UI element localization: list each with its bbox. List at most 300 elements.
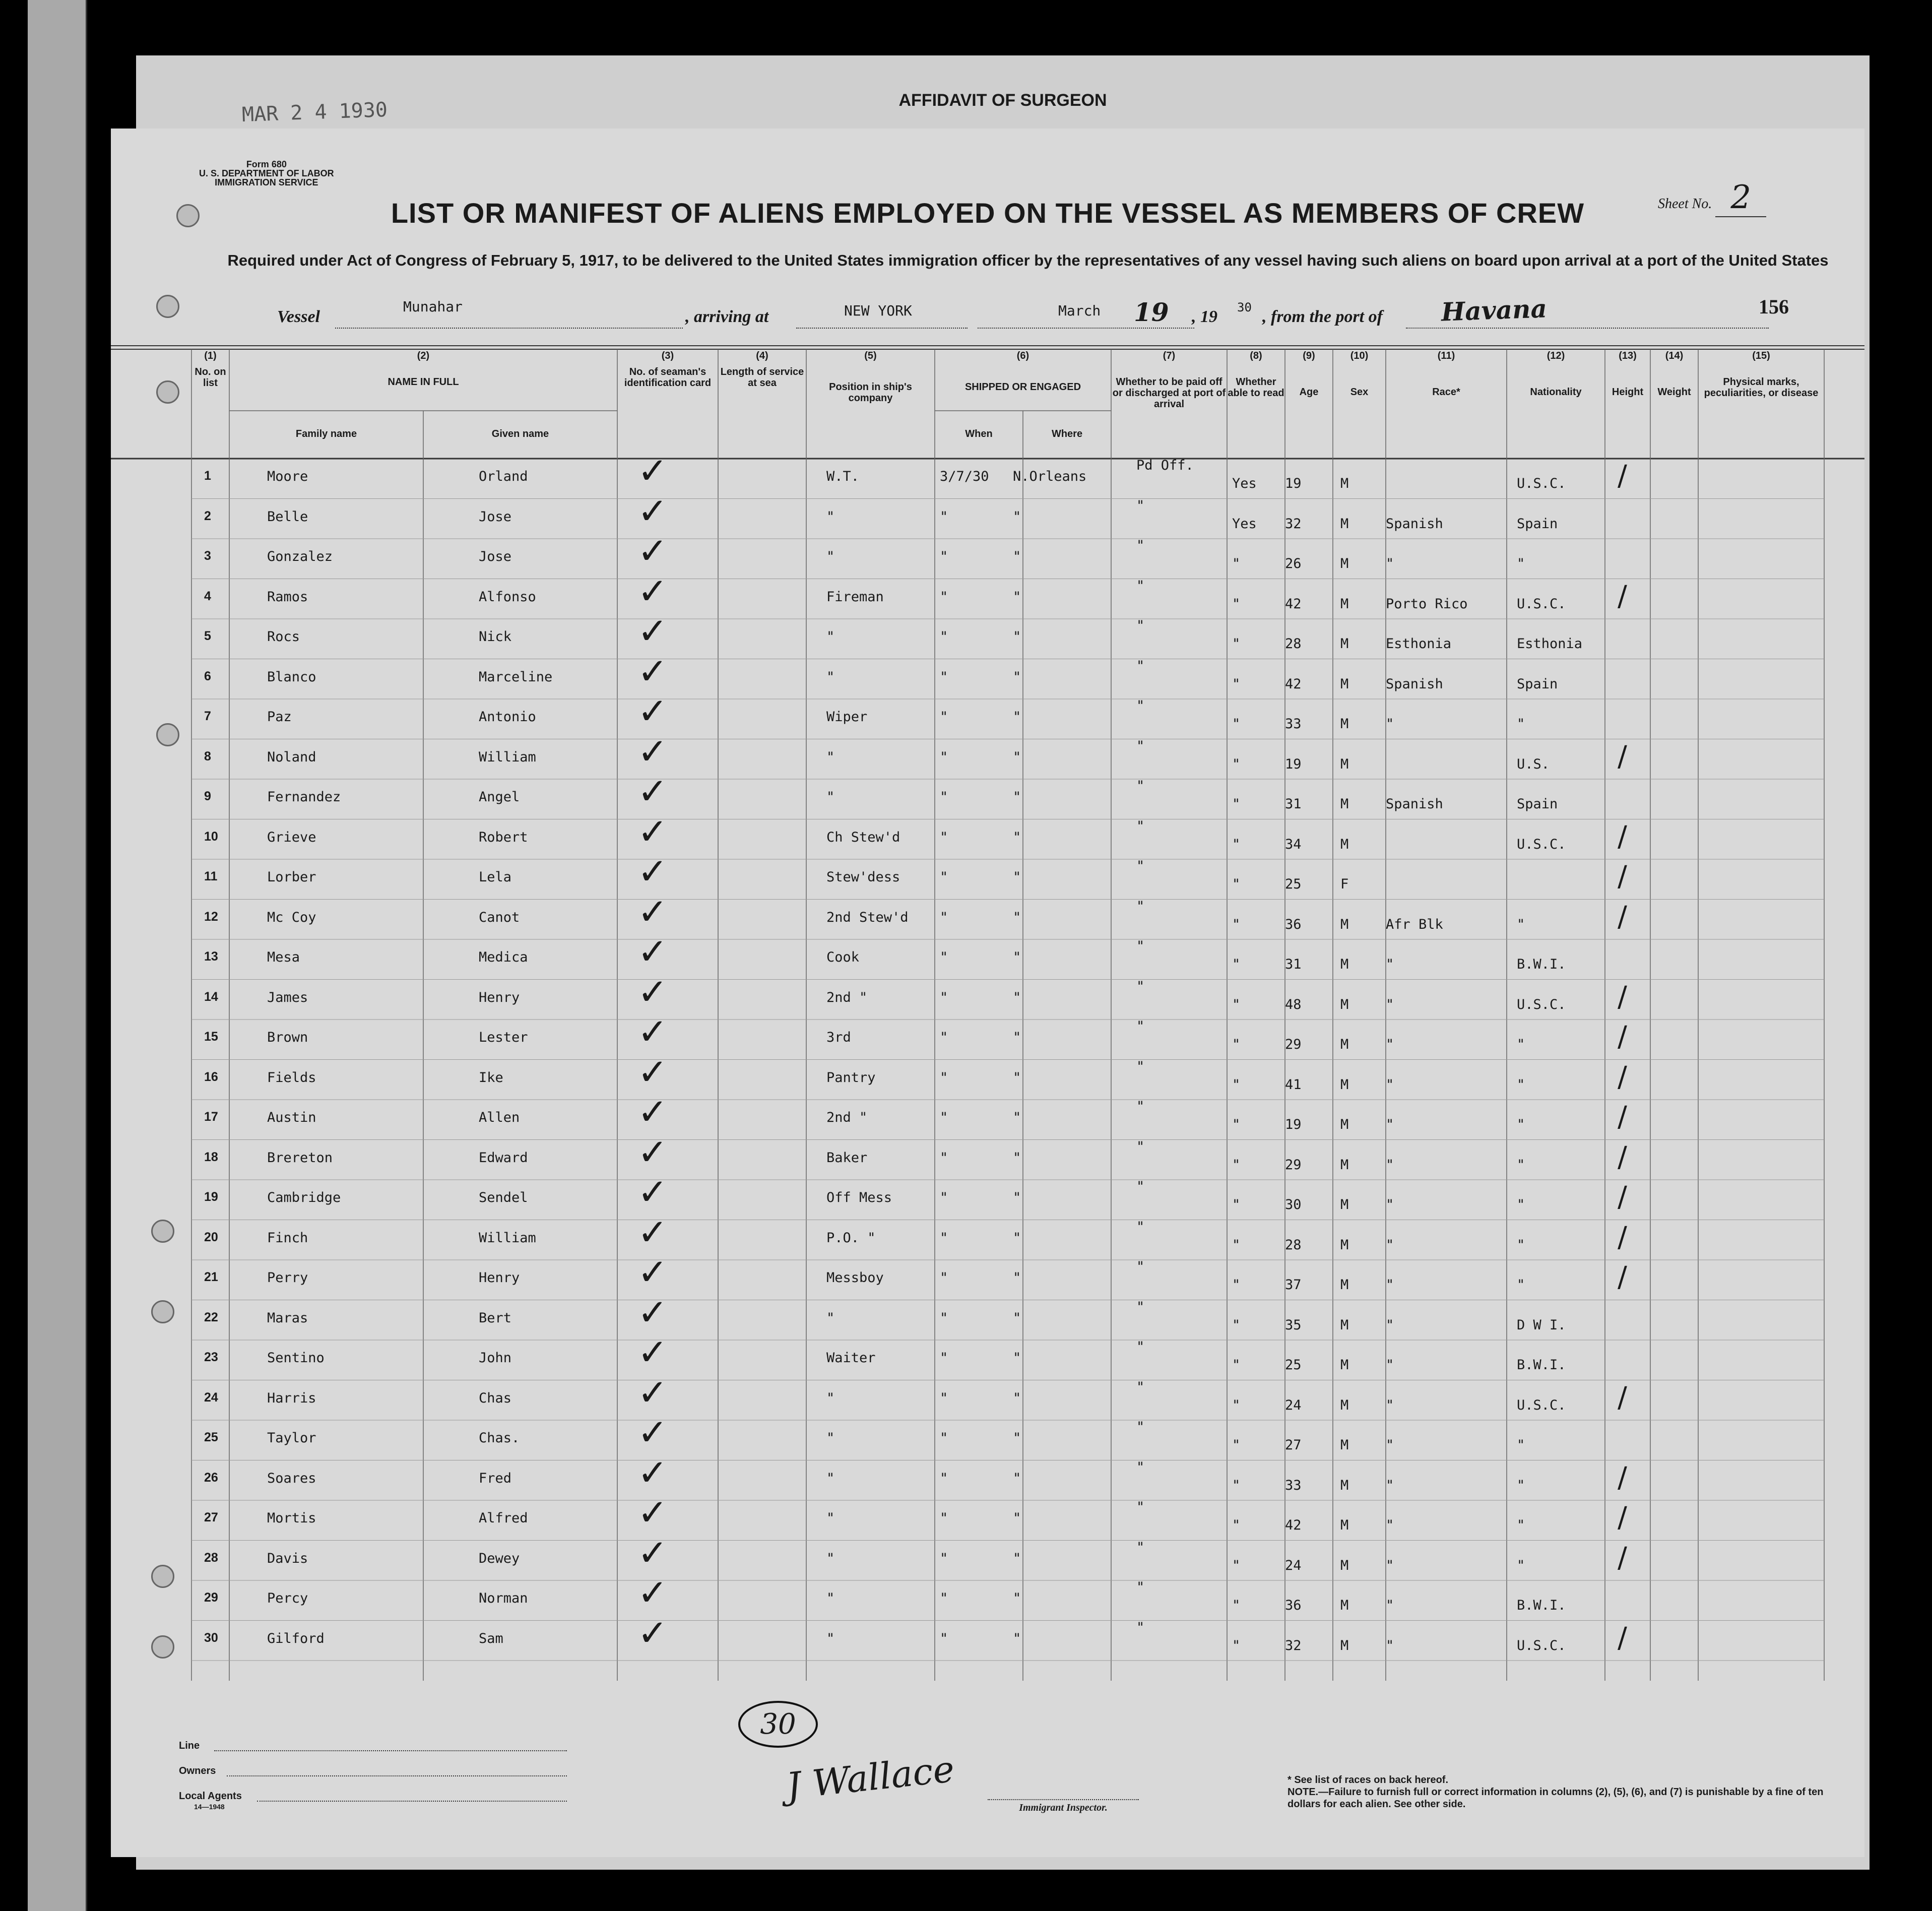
form-number: Form 680 — [246, 159, 287, 169]
header-col-6: (6) SHIPPED OR ENGAGED — [964, 350, 1081, 393]
able-to-read: " — [1232, 1277, 1241, 1293]
nationality: " — [1517, 1557, 1525, 1573]
shipped-where: N.Orleans — [1013, 469, 1087, 484]
nationality-tick: / — [1618, 580, 1627, 613]
given-name: William — [479, 749, 536, 765]
nationality-tick: / — [1618, 1261, 1627, 1294]
shipped-where: " — [1013, 1270, 1021, 1286]
paid-off: " — [1136, 1259, 1145, 1275]
age: 28 — [1285, 1237, 1302, 1253]
shipped-where: " — [1013, 508, 1021, 525]
sex: M — [1340, 796, 1349, 812]
shipped-when: " — [940, 1430, 948, 1446]
shipped-when: " — [940, 589, 948, 605]
shipped-when: " — [940, 829, 948, 845]
header-family-name: Family name — [295, 428, 357, 439]
id-card-check: ✓ — [637, 1091, 668, 1133]
age: 26 — [1285, 556, 1302, 571]
nationality: " — [1517, 1037, 1525, 1052]
year-prefix: , 19 — [1192, 307, 1217, 326]
race: Spanish — [1386, 676, 1443, 692]
header-col-10: (10) Sex — [1350, 350, 1369, 398]
nationality-tick: / — [1618, 980, 1627, 1013]
nationality: Esthonia — [1517, 636, 1583, 652]
family-name: Soares — [267, 1470, 316, 1486]
able-to-read: " — [1232, 1117, 1241, 1132]
shipped-where: " — [1013, 749, 1021, 765]
nationality: " — [1517, 1076, 1525, 1093]
family-name: Belle — [267, 508, 308, 525]
row-number: 7 — [204, 709, 211, 723]
shipped-when: " — [940, 1230, 948, 1246]
position: " — [826, 508, 835, 525]
row-number: 21 — [204, 1270, 218, 1284]
sex: M — [1340, 756, 1349, 772]
able-to-read: " — [1232, 676, 1241, 692]
penalty-note: NOTE.—Failure to furnish full or correct information in columns (2), (5), (6), and (7) is punishable by a fine of ten dollars for each alien. See other side. — [1287, 1787, 1824, 1810]
race: Spanish — [1386, 796, 1443, 812]
nationality: B.W.I. — [1517, 957, 1566, 972]
header-col-9: (9) Age — [1299, 350, 1319, 398]
race: " — [1386, 957, 1394, 972]
family-name: James — [267, 989, 308, 1005]
able-to-read: " — [1232, 1517, 1241, 1533]
family-name: Mc Coy — [267, 909, 316, 925]
nationality-tick: / — [1618, 460, 1627, 492]
id-card-check: ✓ — [637, 1571, 668, 1614]
id-card-check: ✓ — [637, 530, 668, 572]
given-name: Lester — [479, 1030, 528, 1045]
nationality: U.S.C. — [1517, 476, 1566, 491]
position: " — [826, 1310, 835, 1326]
given-name: Orland — [479, 469, 528, 484]
able-to-read: " — [1232, 1157, 1241, 1173]
row-number: 23 — [204, 1350, 218, 1364]
header-given-name: Given name — [491, 428, 549, 439]
from-port-underline — [1406, 328, 1769, 329]
nationality-tick: / — [1618, 1461, 1627, 1494]
given-name: Chas — [479, 1390, 512, 1406]
shipped-when: " — [940, 1350, 948, 1366]
sex: M — [1340, 1076, 1349, 1093]
nationality: U.S.C. — [1517, 1637, 1566, 1653]
shipped-when: " — [940, 508, 948, 525]
arrival-month: March — [1058, 302, 1101, 319]
age: 31 — [1285, 796, 1302, 812]
nationality: D W I. — [1517, 1317, 1566, 1333]
nationality-tick: / — [1618, 1621, 1627, 1654]
able-to-read: " — [1232, 1437, 1241, 1453]
shipped-where: " — [1013, 1590, 1021, 1606]
paid-off: " — [1136, 1099, 1145, 1114]
shipped-where: " — [1013, 909, 1021, 925]
able-to-read: " — [1232, 1557, 1241, 1573]
id-card-check: ✓ — [637, 1531, 668, 1574]
id-card-check: ✓ — [637, 810, 668, 853]
shipped-when: " — [940, 1470, 948, 1486]
race: " — [1386, 1397, 1394, 1413]
position: " — [826, 549, 835, 564]
header-col-1: (1) No. on list — [195, 350, 226, 389]
id-card-check: ✓ — [637, 1611, 668, 1654]
shipped-when: " — [940, 709, 948, 725]
shipped-where: " — [1013, 709, 1021, 725]
race: " — [1386, 1357, 1394, 1373]
position: 2nd " — [826, 1110, 868, 1125]
paid-off: " — [1136, 1339, 1145, 1355]
sex: M — [1340, 1598, 1349, 1613]
punch-hole — [156, 295, 179, 318]
shipped-where: " — [1013, 1390, 1021, 1406]
family-name: Davis — [267, 1550, 308, 1566]
row-number: 9 — [204, 789, 211, 803]
given-name: Sam — [479, 1630, 503, 1646]
shipped-when: " — [940, 949, 948, 965]
paid-off: Pd Off. — [1136, 458, 1194, 473]
shipped-when: " — [940, 1550, 948, 1566]
age: 37 — [1285, 1277, 1302, 1293]
row-number: 28 — [204, 1550, 218, 1565]
given-name: Henry — [479, 989, 520, 1005]
nationality: " — [1517, 1117, 1525, 1132]
row-number: 1 — [204, 469, 211, 483]
family-name: Sentino — [267, 1350, 325, 1366]
vessel-label: Vessel — [277, 307, 320, 326]
position: " — [826, 629, 835, 645]
given-name: Jose — [479, 549, 512, 564]
shipped-when: 3/7/30 — [940, 469, 989, 484]
row-number: 29 — [204, 1590, 218, 1605]
nationality: " — [1517, 1157, 1525, 1173]
position: Stew'dess — [826, 869, 900, 885]
given-name: Henry — [479, 1270, 520, 1286]
nationality: " — [1517, 916, 1525, 932]
position: " — [826, 1590, 835, 1606]
nationality: " — [1517, 1437, 1525, 1453]
race: Spanish — [1386, 516, 1443, 532]
shipped-when: " — [940, 909, 948, 925]
given-name: Bert — [479, 1310, 512, 1326]
shipped-when: " — [940, 549, 948, 564]
inspector-signature: J Wallace — [784, 1747, 956, 1808]
given-name: Alfred — [479, 1510, 528, 1526]
id-card-check: ✓ — [637, 1010, 668, 1053]
paid-off: " — [1136, 978, 1145, 994]
paid-off: " — [1136, 1379, 1145, 1395]
row-number: 20 — [204, 1230, 218, 1244]
sex: F — [1340, 876, 1349, 892]
race: " — [1386, 1317, 1394, 1333]
inspector-label: Immigrant Inspector. — [988, 1799, 1139, 1814]
sex: M — [1340, 957, 1349, 972]
shipped-when: " — [940, 1150, 948, 1166]
family-name: Blanco — [267, 669, 316, 685]
paid-off: " — [1136, 818, 1145, 834]
arrival-port: NEW YORK — [844, 302, 912, 319]
sex: M — [1340, 1517, 1349, 1533]
race: " — [1386, 716, 1394, 732]
shipped-when: " — [940, 1310, 948, 1326]
vessel-underline — [335, 328, 683, 329]
sex: M — [1340, 1317, 1349, 1333]
id-card-check: ✓ — [637, 450, 668, 492]
footnotes — [1287, 1774, 1842, 1810]
shipped-where: " — [1013, 949, 1021, 965]
shipped-where: " — [1013, 1030, 1021, 1045]
family-name: Paz — [267, 709, 292, 725]
row-number: 11 — [204, 869, 218, 883]
paid-off: " — [1136, 1459, 1145, 1475]
nationality-tick: / — [1618, 820, 1627, 853]
nationality-tick: / — [1618, 1060, 1627, 1094]
row-number: 10 — [204, 829, 218, 844]
id-card-check: ✓ — [637, 1491, 668, 1534]
header-col-12: (12) Nationality — [1530, 350, 1582, 398]
shipped-when: " — [940, 1030, 948, 1045]
shipped-where: " — [1013, 629, 1021, 645]
position: Ch Stew'd — [826, 829, 900, 845]
family-name: Perry — [267, 1270, 308, 1286]
age: 33 — [1285, 1477, 1302, 1493]
from-port-label: , from the port of — [1262, 307, 1383, 326]
arrival-date-stamp: MAR 2 4 1930 — [241, 98, 388, 127]
sex: M — [1340, 1477, 1349, 1493]
header-col-15: (15) Physical marks, peculiarities, or disease — [1704, 350, 1819, 399]
age: 19 — [1285, 1117, 1302, 1132]
position: Messboy — [826, 1270, 884, 1286]
race: " — [1386, 1197, 1394, 1213]
shipped-where: " — [1013, 669, 1021, 685]
sex: M — [1340, 516, 1349, 532]
id-card-check: ✓ — [637, 1291, 668, 1333]
given-name: Norman — [479, 1590, 528, 1606]
shipped-when: " — [940, 989, 948, 1005]
nationality-tick: / — [1618, 1381, 1627, 1414]
local-agents-label: Local Agents — [179, 1791, 242, 1802]
position: Off Mess — [826, 1190, 892, 1205]
header-col-11: (11) Race* — [1432, 350, 1460, 398]
shipped-when: " — [940, 629, 948, 645]
paid-off: " — [1136, 1219, 1145, 1235]
sex: M — [1340, 996, 1349, 1012]
age: 29 — [1285, 1037, 1302, 1052]
shipped-where: " — [1013, 869, 1021, 885]
age: 25 — [1285, 876, 1302, 892]
department-name: U. S. DEPARTMENT OF LABOR — [199, 168, 334, 178]
shipped-where: " — [1013, 1110, 1021, 1125]
shipped-where: " — [1013, 1510, 1021, 1526]
given-name: Fred — [479, 1470, 512, 1486]
family-name: Maras — [267, 1310, 308, 1326]
age: 41 — [1285, 1076, 1302, 1093]
footer — [111, 1696, 1864, 1847]
position: 2nd Stew'd — [826, 909, 909, 925]
able-to-read: " — [1232, 1237, 1241, 1253]
nationality-tick: / — [1618, 1501, 1627, 1534]
shipped-where: " — [1013, 989, 1021, 1005]
family-name: Austin — [267, 1110, 316, 1125]
given-name: Jose — [479, 508, 512, 525]
binder-edge — [28, 0, 87, 1911]
nationality: U.S.C. — [1517, 1397, 1566, 1413]
paid-off: " — [1136, 1419, 1145, 1435]
paid-off: " — [1136, 1018, 1145, 1034]
nationality: " — [1517, 1197, 1525, 1213]
able-to-read: " — [1232, 1598, 1241, 1613]
shipped-when: " — [940, 1110, 948, 1125]
able-to-read: " — [1232, 596, 1241, 612]
race: " — [1386, 1517, 1394, 1533]
race: " — [1386, 1598, 1394, 1613]
able-to-read: " — [1232, 957, 1241, 972]
given-name: Lela — [479, 869, 512, 885]
id-card-check: ✓ — [637, 770, 668, 812]
race: " — [1386, 1076, 1394, 1093]
age: 28 — [1285, 636, 1302, 652]
row-number: 25 — [204, 1430, 218, 1444]
sex: M — [1340, 916, 1349, 932]
position: 2nd " — [826, 989, 868, 1005]
row-number: 6 — [204, 669, 211, 683]
from-port: Havana — [1441, 293, 1548, 327]
id-card-check: ✓ — [637, 610, 668, 652]
header-col-3: (3) No. of seaman's identification card — [624, 350, 712, 389]
row-number: 3 — [204, 549, 211, 563]
shipped-when: " — [940, 1510, 948, 1526]
shipped-when: " — [940, 1190, 948, 1205]
arrival-day: 19 — [1134, 297, 1169, 327]
arriving-label: , arriving at — [685, 307, 769, 326]
age: 32 — [1285, 516, 1302, 532]
id-card-check: ✓ — [637, 1411, 668, 1453]
sex: M — [1340, 1397, 1349, 1413]
family-name: Mesa — [267, 949, 300, 965]
family-name: Gilford — [267, 1630, 325, 1646]
back-sheet-header: AFFIDAVIT OF SURGEON — [898, 91, 1107, 110]
id-card-check: ✓ — [637, 489, 668, 532]
row-number: 14 — [204, 989, 218, 1004]
row-number: 17 — [204, 1110, 218, 1124]
age: 32 — [1285, 1637, 1302, 1653]
sex: M — [1340, 1277, 1349, 1293]
row-number: 16 — [204, 1069, 218, 1084]
able-to-read: " — [1232, 796, 1241, 812]
page-subtitle: Required under Act of Congress of February 5, 1917, to be delivered to the United States immigration officer by the representatives of any vessel having such aliens on board upon arrival at a port of the United States — [227, 251, 1829, 269]
header-where: Where — [1051, 428, 1083, 439]
row-number: 12 — [204, 909, 218, 924]
shipped-where: " — [1013, 1430, 1021, 1446]
sex: M — [1340, 1637, 1349, 1653]
paid-off: " — [1136, 858, 1145, 874]
position: Baker — [826, 1150, 868, 1166]
id-card-check: ✓ — [637, 690, 668, 732]
manifest-sheet — [111, 129, 1864, 1857]
able-to-read: " — [1232, 756, 1241, 772]
form-code: 14—1948 — [194, 1803, 225, 1811]
given-name: Medica — [479, 949, 528, 965]
id-card-check: ✓ — [637, 1451, 668, 1494]
row-number: 27 — [204, 1510, 218, 1524]
shipped-when: " — [940, 669, 948, 685]
race: " — [1386, 1557, 1394, 1573]
sex: M — [1340, 1357, 1349, 1373]
position: " — [826, 1390, 835, 1406]
sex: M — [1340, 676, 1349, 692]
given-name: Marceline — [479, 669, 553, 685]
family-name: Ramos — [267, 589, 308, 605]
age: 24 — [1285, 1397, 1302, 1413]
nationality-tick: / — [1618, 1140, 1627, 1174]
owners-underline — [227, 1775, 567, 1776]
given-name: Antonio — [479, 709, 536, 725]
race: " — [1386, 1117, 1394, 1132]
age: 29 — [1285, 1157, 1302, 1173]
nationality: U.S.C. — [1517, 996, 1566, 1012]
position: " — [826, 1470, 835, 1486]
race: " — [1386, 1157, 1394, 1173]
paid-off: " — [1136, 618, 1145, 633]
paid-off: " — [1136, 658, 1145, 674]
row-number: 26 — [204, 1470, 218, 1485]
id-card-check: ✓ — [637, 850, 668, 893]
position: Waiter — [826, 1350, 876, 1366]
nationality: Spain — [1517, 676, 1558, 692]
page-number: 156 — [1759, 295, 1789, 318]
able-to-read: " — [1232, 916, 1241, 932]
nationality-tick: / — [1618, 1221, 1627, 1254]
able-to-read: Yes — [1232, 516, 1257, 532]
shipped-where: " — [1013, 1190, 1021, 1205]
position: Wiper — [826, 709, 868, 725]
nationality-tick: / — [1618, 860, 1627, 893]
position: " — [826, 1550, 835, 1566]
id-card-check: ✓ — [637, 1130, 668, 1173]
able-to-read: " — [1232, 836, 1241, 852]
position: " — [826, 1630, 835, 1646]
service-name: IMMIGRATION SERVICE — [215, 177, 318, 187]
given-name: Alfonso — [479, 589, 536, 605]
shipped-where: " — [1013, 1230, 1021, 1246]
family-name: Harris — [267, 1390, 316, 1406]
age: 42 — [1285, 676, 1302, 692]
header-col-14: (14) Weight — [1657, 350, 1691, 398]
age: 19 — [1285, 756, 1302, 772]
age: 36 — [1285, 1598, 1302, 1613]
date-underline — [978, 328, 1194, 329]
shipped-where: " — [1013, 829, 1021, 845]
shipped-when: " — [940, 1270, 948, 1286]
header-col-5: (5) Position in ship's company — [829, 350, 912, 404]
nationality: U.S.C. — [1517, 836, 1566, 852]
paid-off: " — [1136, 1138, 1145, 1155]
family-name: Brown — [267, 1030, 308, 1045]
shipped-when: " — [940, 1390, 948, 1406]
position: " — [826, 749, 835, 765]
nationality: Spain — [1517, 796, 1558, 812]
id-card-check: ✓ — [637, 1211, 668, 1253]
race: " — [1386, 556, 1394, 571]
row-number: 4 — [204, 589, 211, 603]
family-name: Moore — [267, 469, 308, 484]
sex: M — [1340, 1557, 1349, 1573]
race: " — [1386, 1277, 1394, 1293]
shipped-when: " — [940, 749, 948, 765]
paid-off: " — [1136, 1179, 1145, 1194]
family-name: Finch — [267, 1230, 308, 1246]
shipped-where: " — [1013, 549, 1021, 564]
family-name: Fields — [267, 1069, 316, 1086]
shipped-where: " — [1013, 589, 1021, 605]
